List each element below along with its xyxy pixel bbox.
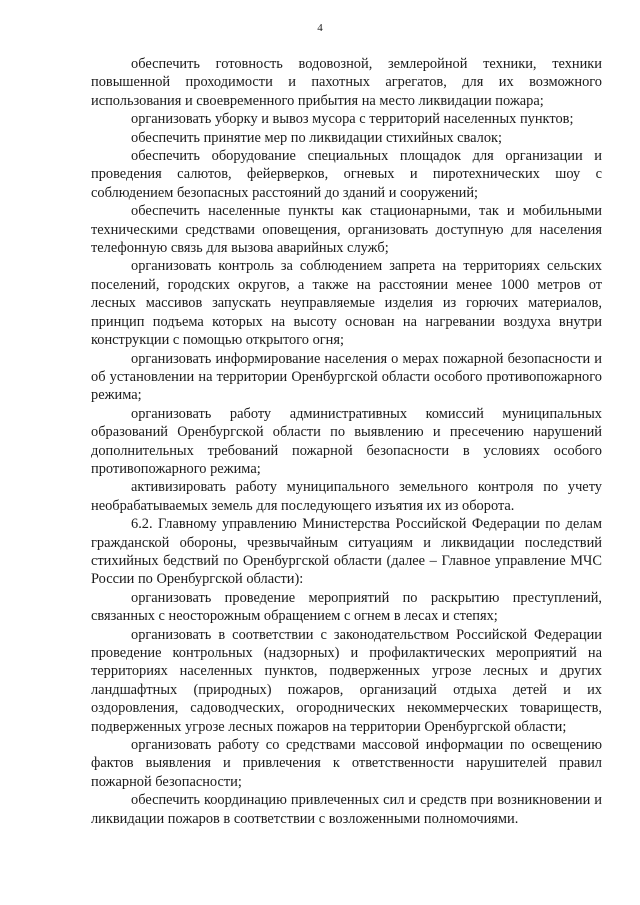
paragraph-inspections: организовать в соответствии с законодательством Российской Федерации проведение контрольных (надзорных) и профилактических мероприятий на территориях населенных пунктов, подверженных угрозе лесных и других ландшафтных (природных) пожаров, организаций отдыха детей и их оздоровления, садоводческих, огороднических некоммерческих товариществ, подверженных угрозе лесных пожаров на территории Оренбургской области; (91, 626, 602, 735)
paragraph-coordination: обеспечить координацию привлеченных сил и средств при возникновении и ликвидации пожаров в соответствии с возложенными полномочиями. (91, 792, 602, 827)
paragraph-illegal-dumps: обеспечить принятие мер по ликвидации стихийных свалок; (131, 129, 503, 146)
paragraph-fireworks-sites: обеспечить оборудование специальных площадок для организации и проведения салютов, фейерверков, огневых и пиротехнических шоу с соблюдением безопасных расстояний до зданий и сооружений; (91, 148, 602, 201)
page-number: 4 (317, 22, 323, 34)
paragraph-warning-systems: обеспечить населенные пункты как стационарными, так и мобильными техническими средствами оповещения, организовать доступную для населения телефонную связь для вызова аварийных служб; (91, 203, 602, 257)
document-body (91, 55, 602, 828)
paragraph-media-work: организовать работу со средствами массовой информации по освещению фактов выявления и привлечения к ответственности нарушителей правил пожарной безопасности; (91, 737, 602, 790)
paragraph-garbage-removal: организовать уборку и вывоз мусора с территорий населенных пунктов; (131, 111, 574, 128)
paragraph-equipment-readiness: обеспечить готовность водовозной, землеройной техники, техники повышенной проходимости и пахотных агрегатов, для их возможного использования и своевременного прибытия на место ликвидации пожара; (91, 56, 602, 109)
paragraph-crime-investigation: организовать проведение мероприятий по раскрытию преступлений, связанных с неосторожным обращением с огнем в лесах и степях; (91, 589, 602, 625)
paragraph-public-information: организовать информирование населения о мерах пожарной безопасности и об установлении на территории Оренбургской области особого противопожарного режима; (91, 350, 602, 404)
paragraph-sky-lanterns-ban: организовать контроль за соблюдением запрета на территориях сельских поселений, городских округов, а также на расстоянии менее 1000 метров от лесных массивов запускать неуправляемые изделия из горючих материалов, принцип подъема которых на высоту основан на нагревании воздуха внутри конструкции с помощью открытого огня; (91, 258, 602, 349)
paragraph-section-6-2: 6.2. Главному управлению Министерства Российской Федерации по делам гражданской обороны, чрезвычайным ситуациям и ликвидации последствий стихийных бедствий по Оренбургской области (далее – Главное управление МЧС России по Оренбургской области): (91, 516, 602, 588)
paragraph-administrative-commissions: организовать работу административных комиссий муниципальных образований Оренбургской области по выявлению и пресечению нарушений дополнительных требований пожарной безопасности в условиях особого противопожарного режима; (91, 405, 602, 477)
paragraph-land-control: активизировать работу муниципального земельного контроля по учету необрабатываемых земель для последующего изъятия их из оборота. (91, 479, 602, 514)
